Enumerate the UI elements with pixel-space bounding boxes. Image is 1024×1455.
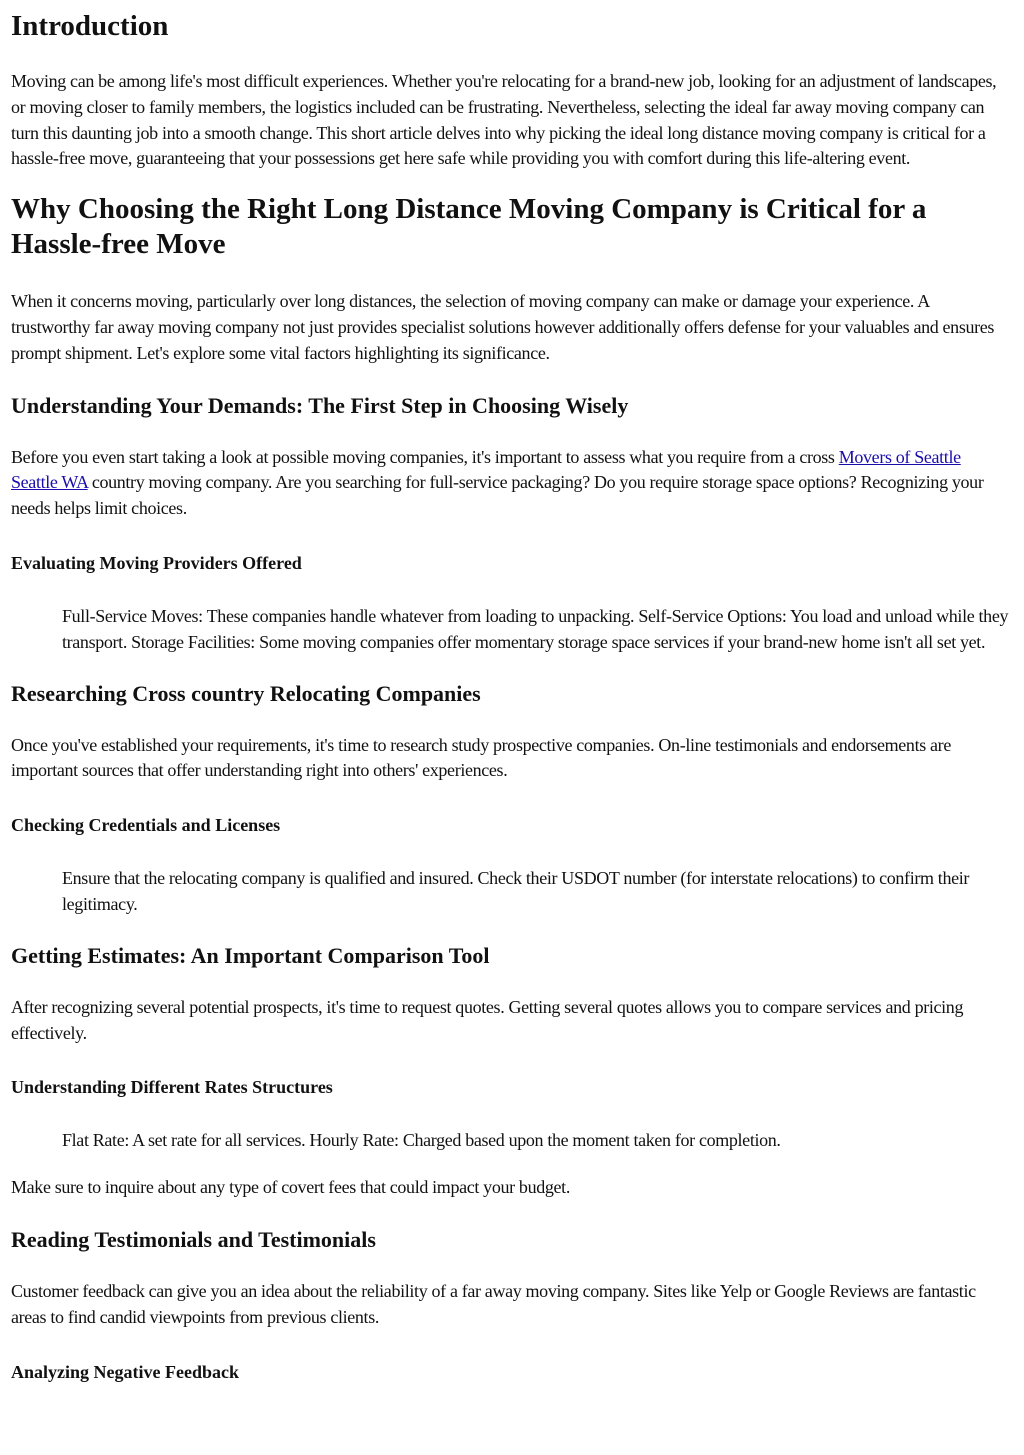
heading-reading-testimonials: Reading Testimonials and Testimonials (11, 1226, 376, 1252)
heading-why-choosing: Why Choosing the Right Long Distance Moving Company is Critical for a Hassle-free Move (11, 193, 927, 261)
heading-rates-structures: Understanding Different Rates Structures (11, 1077, 333, 1098)
heading-evaluating-providers: Evaluating Moving Providers Offered (11, 552, 302, 573)
paragraph-researching: Once you've established your requirements, it's time to research study prospective companies. On-line testimonials and endorsements are important sources that offer understanding right into others' experiences. (11, 734, 951, 781)
paragraph-before-text-b: country moving company. Are you searching for full-service packaging? Do you require storage space options? Recognizing your needs helps limit choices. (11, 472, 984, 519)
paragraph-reading-testimonials: Customer feedback can give you an idea about the reliability of a far away moving company. Sites like Yelp or Google Reviews are fantastic areas to find candid viewpoints from previous clients. (11, 1280, 976, 1327)
movers-of-seattle-link[interactable]: Movers of Seattle Seattle WA (11, 446, 961, 493)
paragraph-estimates: After recognizing several potential prospects, it's time to request quotes. Getting several quotes allows you to compare services and pricing effectively. (11, 996, 964, 1043)
paragraph-rates: Flat Rate: A set rate for all services. Hourly Rate: Charged based upon the moment taken for completion. (62, 1130, 781, 1151)
document-page (0, 9, 1024, 1383)
heading-analyzing-negative-feedback: Analyzing Negative Feedback (11, 1361, 239, 1382)
heading-introduction: Introduction (11, 10, 169, 42)
paragraph-covert-fees: Make sure to inquire about any type of covert fees that could impact your budget. (11, 1177, 570, 1198)
heading-checking-credentials: Checking Credentials and Licenses (11, 815, 281, 836)
paragraph-why-choosing: When it concerns moving, particularly over long distances, the selection of moving company can make or damage your experience. A trustworthy far away moving company not just provides specialist solutions however additionally offers defense for your valuables and ensures prompt shipment. Let's explore some vital factors highlighting its significance. (11, 291, 995, 363)
paragraph-before-text-a: Before you even start taking a look at possible moving companies, it's important to assess what you require from a cross (11, 446, 839, 467)
paragraph-before-you-start (11, 445, 1010, 522)
heading-understanding-demands: Understanding Your Demands: The First Step in Choosing Wisely (11, 392, 629, 418)
heading-researching-companies: Researching Cross country Relocating Companies (11, 680, 481, 706)
heading-getting-estimates: Getting Estimates: An Important Comparison Tool (11, 942, 490, 968)
paragraph-services-list: Full-Service Moves: These companies handle whatever from loading to unpacking. Self-Service Options: You load and unload while they transport. Storage Facilities: Some moving companies offer momentary storage space services if your brand-new home isn't all set yet. (62, 605, 1009, 652)
paragraph-introduction: Moving can be among life's most difficult experiences. Whether you're relocating for a brand-new job, looking for an adjustment of landscapes, or moving closer to family members, the logistics included can be frustrating. Nevertheless, selecting the ideal far away moving company can turn this daunting job into a smooth change. This short article delves into why picking the ideal long distance moving company is critical for a hassle-free move, guaranteeing that your possessions get here safe while providing you with comfort during this life-altering event. (11, 71, 997, 169)
paragraph-credentials: Ensure that the relocating company is qualified and insured. Check their USDOT number (for interstate relocations) to confirm their legitimacy. (62, 868, 970, 914)
